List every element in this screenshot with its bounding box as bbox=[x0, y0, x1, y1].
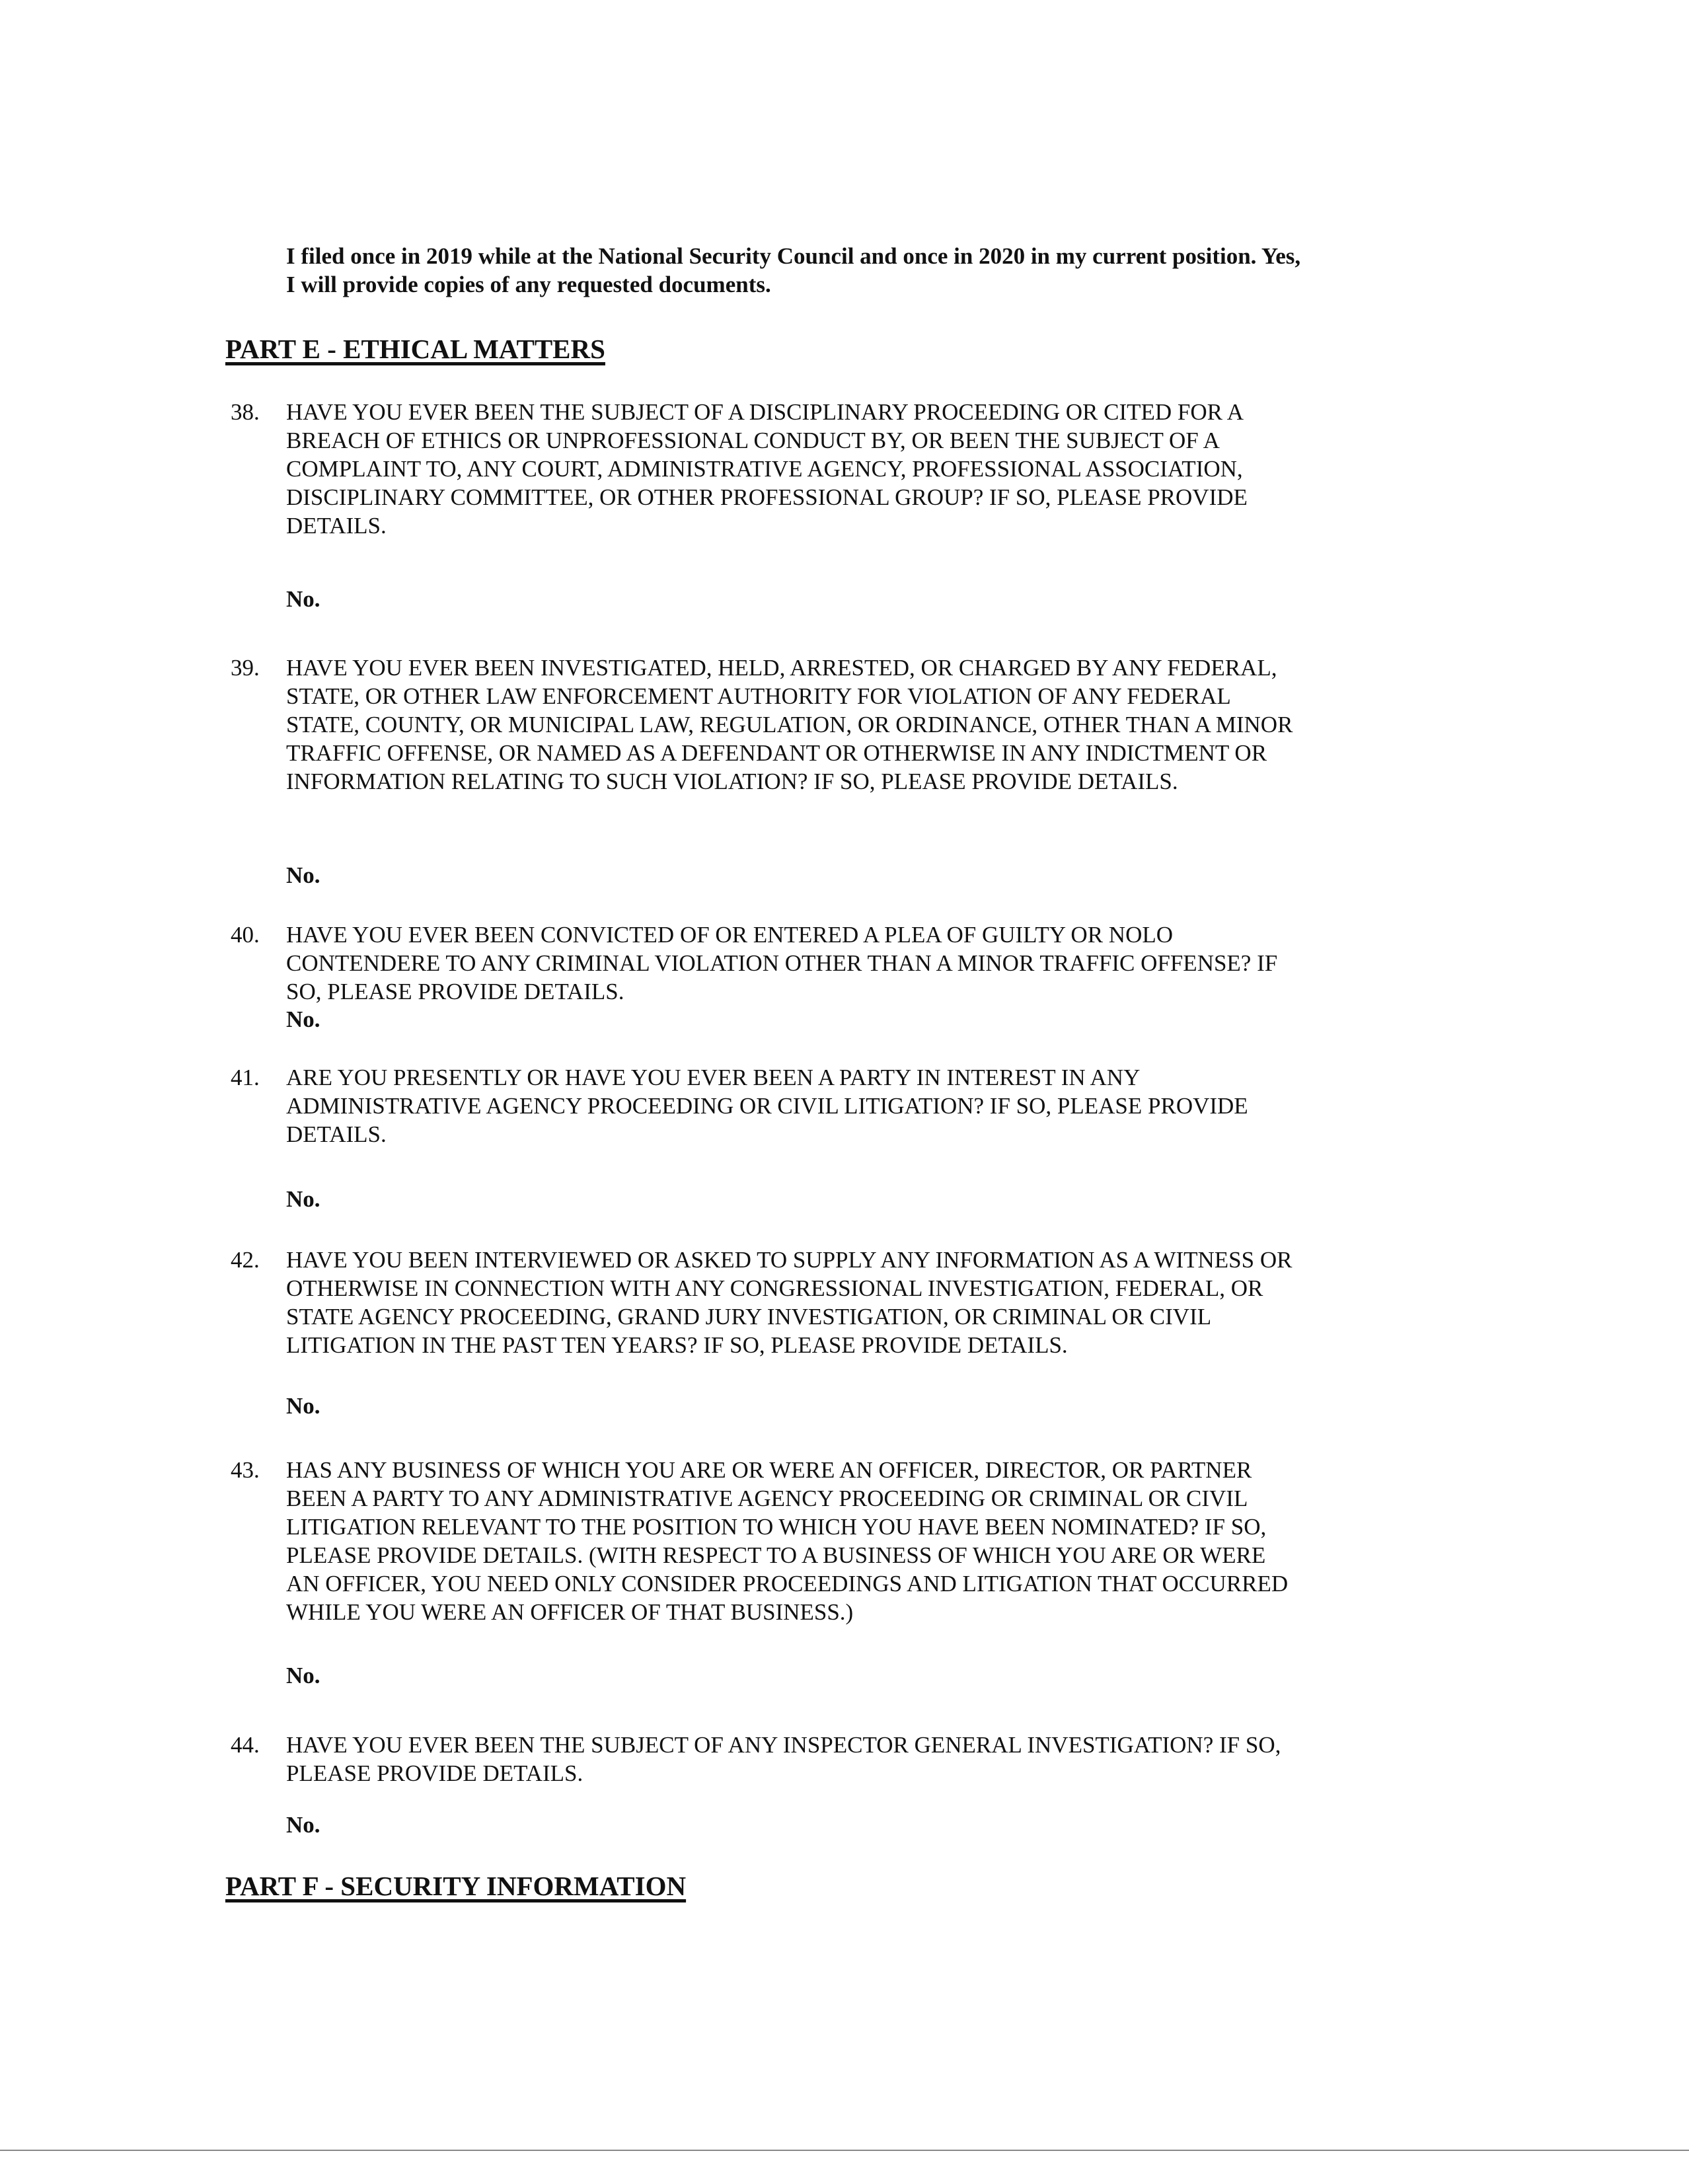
page-bottom-rule bbox=[0, 2150, 1689, 2151]
question-text-line: COMPLAINT TO, ANY COURT, ADMINISTRATIVE AGENCY, PROFESSIONAL ASSOCIATION, bbox=[286, 456, 1243, 482]
question-text-line: BEEN A PARTY TO ANY ADMINISTRATIVE AGENCY PROCEEDING OR CRIMINAL OR CIVIL bbox=[286, 1486, 1248, 1511]
question-number: 41. bbox=[231, 1065, 260, 1090]
question-text-line: STATE, COUNTY, OR MUNICIPAL LAW, REGULATION, OR ORDINANCE, OTHER THAN A MINOR bbox=[286, 712, 1293, 737]
question-text-line: LITIGATION RELEVANT TO THE POSITION TO WHICH YOU HAVE BEEN NOMINATED? IF SO, bbox=[286, 1514, 1267, 1540]
question-text-line: TRAFFIC OFFENSE, OR NAMED AS A DEFENDANT OR OTHERWISE IN ANY INDICTMENT OR bbox=[286, 740, 1267, 766]
question-text-line: ADMINISTRATIVE AGENCY PROCEEDING OR CIVIL LITIGATION? IF SO, PLEASE PROVIDE bbox=[286, 1093, 1248, 1119]
question-text-line: HAVE YOU EVER BEEN INVESTIGATED, HELD, ARRESTED, OR CHARGED BY ANY FEDERAL, bbox=[286, 655, 1277, 681]
question-text-line: INFORMATION RELATING TO SUCH VIOLATION? IF SO, PLEASE PROVIDE DETAILS. bbox=[286, 769, 1178, 794]
answer: No. bbox=[286, 1186, 320, 1212]
question-text-line: AN OFFICER, YOU NEED ONLY CONSIDER PROCEEDINGS AND LITIGATION THAT OCCURRED bbox=[286, 1571, 1289, 1597]
question-number: 40. bbox=[231, 922, 260, 948]
question-number: 44. bbox=[231, 1732, 260, 1758]
answer: No. bbox=[286, 1663, 320, 1688]
question-text-line: DETAILS. bbox=[286, 1121, 387, 1147]
answer: No. bbox=[286, 586, 320, 612]
answer: No. bbox=[286, 1006, 320, 1032]
question-text-line: PLEASE PROVIDE DETAILS. (WITH RESPECT TO A BUSINESS OF WHICH YOU ARE OR WERE bbox=[286, 1542, 1266, 1568]
part-e-heading: PART E - ETHICAL MATTERS bbox=[225, 334, 605, 364]
question-text-line: DETAILS. bbox=[286, 513, 387, 539]
question-text-line: HAVE YOU EVER BEEN THE SUBJECT OF A DISCIPLINARY PROCEEDING OR CITED FOR A bbox=[286, 399, 1244, 425]
question-text-line: LITIGATION IN THE PAST TEN YEARS? IF SO, PLEASE PROVIDE DETAILS. bbox=[286, 1332, 1068, 1358]
question-text-line: WHILE YOU WERE AN OFFICER OF THAT BUSINESS.) bbox=[286, 1599, 854, 1625]
question-text-line: STATE, OR OTHER LAW ENFORCEMENT AUTHORITY FOR VIOLATION OF ANY FEDERAL bbox=[286, 683, 1231, 709]
question-text-line: BREACH OF ETHICS OR UNPROFESSIONAL CONDUCT BY, OR BEEN THE SUBJECT OF A bbox=[286, 428, 1220, 453]
question-number: 43. bbox=[231, 1457, 260, 1483]
answer: No. bbox=[286, 1812, 320, 1838]
question-text-line: CONTENDERE TO ANY CRIMINAL VIOLATION OTHER THAN A MINOR TRAFFIC OFFENSE? IF bbox=[286, 950, 1278, 976]
question-text-line: HAVE YOU EVER BEEN CONVICTED OF OR ENTERED A PLEA OF GUILTY OR NOLO bbox=[286, 922, 1173, 948]
question-text-line: SO, PLEASE PROVIDE DETAILS. bbox=[286, 979, 624, 1004]
answer: No. bbox=[286, 1393, 320, 1419]
question-number: 39. bbox=[231, 655, 260, 681]
question-text-line: HAVE YOU BEEN INTERVIEWED OR ASKED TO SUPPLY ANY INFORMATION AS A WITNESS OR bbox=[286, 1247, 1293, 1273]
intro-line: I will provide copies of any requested documents. bbox=[286, 272, 771, 297]
question-number: 38. bbox=[231, 399, 260, 425]
intro-line: I filed once in 2019 while at the National Security Council and once in 2020 in my current position. Yes, bbox=[286, 243, 1301, 269]
question-text-line: ARE YOU PRESENTLY OR HAVE YOU EVER BEEN A PARTY IN INTEREST IN ANY bbox=[286, 1065, 1141, 1090]
question-text-line: STATE AGENCY PROCEEDING, GRAND JURY INVESTIGATION, OR CRIMINAL OR CIVIL bbox=[286, 1304, 1212, 1330]
question-text-line: DISCIPLINARY COMMITTEE, OR OTHER PROFESSIONAL GROUP? IF SO, PLEASE PROVIDE bbox=[286, 484, 1248, 510]
answer: No. bbox=[286, 862, 320, 888]
question-text-line: HAVE YOU EVER BEEN THE SUBJECT OF ANY INSPECTOR GENERAL INVESTIGATION? IF SO, bbox=[286, 1732, 1281, 1758]
part-f-heading: PART F - SECURITY INFORMATION bbox=[225, 1871, 687, 1901]
question-text-line: PLEASE PROVIDE DETAILS. bbox=[286, 1760, 583, 1786]
question-text-line: HAS ANY BUSINESS OF WHICH YOU ARE OR WERE AN OFFICER, DIRECTOR, OR PARTNER bbox=[286, 1457, 1252, 1483]
question-number: 42. bbox=[231, 1247, 260, 1273]
question-text-line: OTHERWISE IN CONNECTION WITH ANY CONGRESSIONAL INVESTIGATION, FEDERAL, OR bbox=[286, 1275, 1263, 1301]
